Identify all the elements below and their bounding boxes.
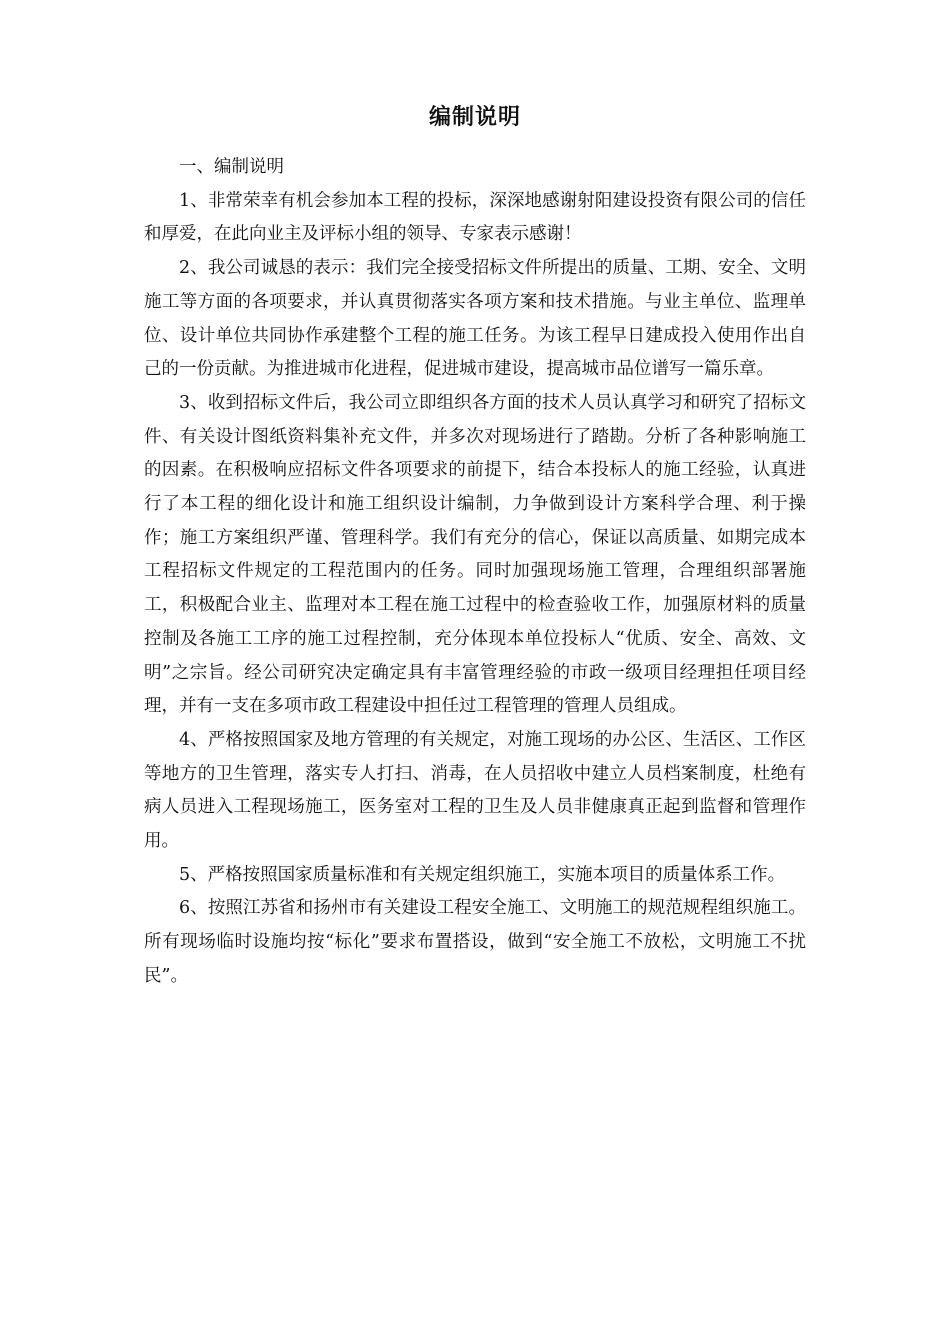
paragraph-4: 4、严格按照国家及地方管理的有关规定，对施工现场的办公区、生活区、工作区等地方的卫生管理，落实专人打扫、消毒，在人员招收中建立人员档案制度，杜绝有病人员进入工程现场施工，医务室对工程的卫生及人员非健康真正起到监督和管理作用。 [144,729,806,852]
paragraph-1: 1、非常荣幸有机会参加本工程的投标，深深地感谢射阳建设投资有限公司的信任和厚爱，在此向业主及评标小组的领导、专家表示感谢！ [144,190,806,245]
document-body [144,151,806,994]
section-heading: 一、编制说明 [179,157,284,177]
paragraph-5: 5、严格按照国家质量标准和有关规定组织施工，实施本项目的质量体系工作。 [179,864,786,885]
paragraph-6: 6、按照江苏省和扬州市有关建设工程安全施工、文明施工的规范规程组织施工。所有现场临时设施均按“标化”要求布置搭设，做到“安全施工不放松，文明施工不扰民”。 [144,898,806,986]
paragraph-2: 2、我公司诚恳的表示：我们完全接受招标文件所提出的质量、工期、安全、文明施工等方面的各项要求，并认真贯彻落实各项方案和技术措施。与业主单位、监理单位、设计单位共同协作承建整个工程的施工任务。为该工程早日建成投入使用作出自己的一份贡献。为推进城市化进程，促进城市建设，提高城市品位谱写一篇乐章。 [144,258,806,380]
page-title: 编制说明 [428,105,521,130]
paragraph-3: 3、收到招标文件后，我公司立即组织各方面的技术人员认真学习和研究了招标文件、有关设计图纸资料集补充文件，并多次对现场进行了踏勘。分析了各种影响施工的因素。在积极响应招标文件各项要求的前提下，结合本投标人的施工经验，认真进行了本工程的细化设计和施工组织设计编制，力争做到设计方案科学合理、利于操作；施工方案组织严谨、管理科学。我们有充分的信心，保证以高质量、如期完成本工程招标文件规定的工程范围内的任务。同时加强现场施工管理，合理组织部署施工，积极配合业主、监理对本工程在施工过程中的检查验收工作，加强原材料的质量控制及各施工工序的施工过程控制，充分体现本单位投标人“优质、安全、高效、文明”之宗旨。经公司研究决定确定具有丰富管理经验的市政一级项目经理担任项目经理，并有一支在多项市政工程建设中担任过工程管理的管理人员组成。 [144,392,806,717]
